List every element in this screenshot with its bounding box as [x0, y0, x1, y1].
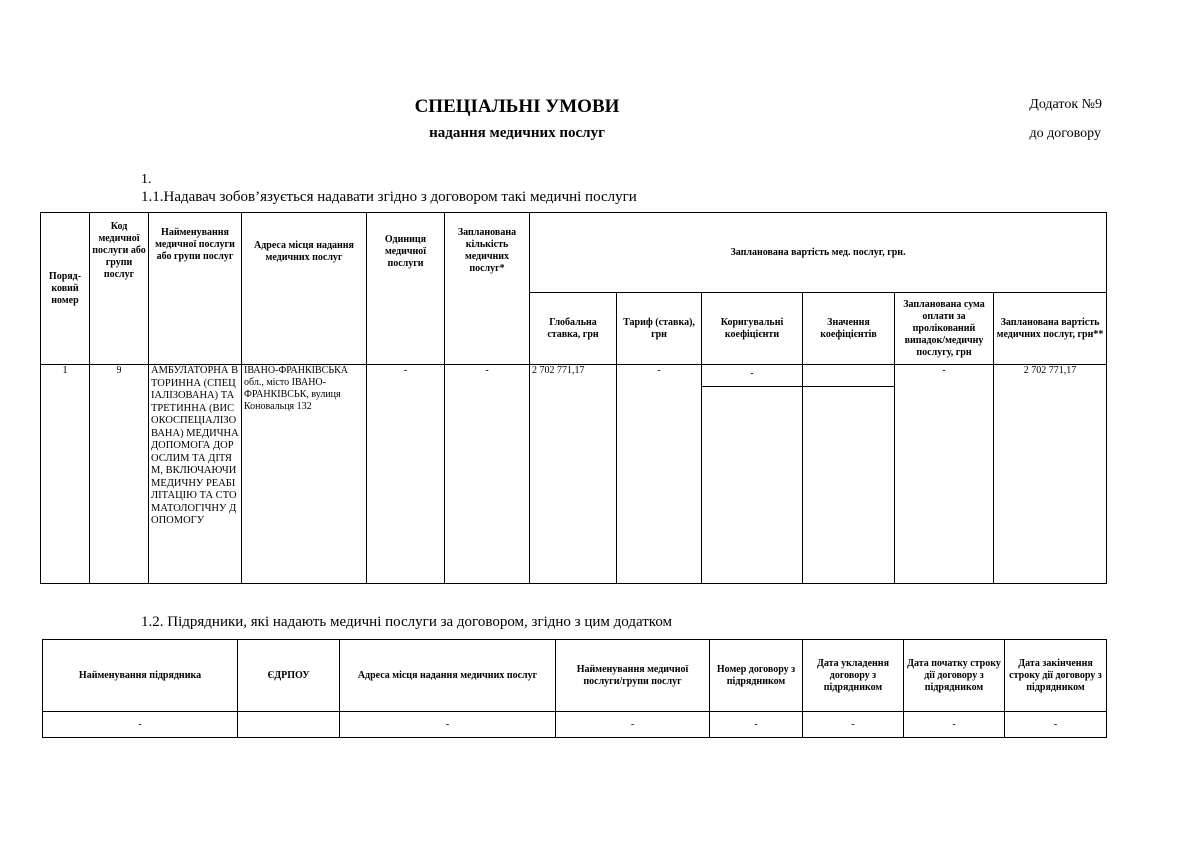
- header-name: Найменування медичної послуги або групи послуг: [149, 213, 242, 365]
- header-planned-qty: Запланована кількість медичних послуг*: [445, 213, 530, 365]
- header-code: Код медичної послуги або групи послуг: [90, 213, 149, 365]
- section-1-2-heading: 1.2. Підрядники, які надають медичні послуги за договором, згідно з цим додатком: [141, 614, 673, 630]
- header-service: Найменування медичної послуги/групи послуг: [556, 640, 710, 712]
- cell-edrpou: [238, 712, 340, 738]
- cell-coefficients: [702, 365, 803, 584]
- cell-address: ІВАНО-ФРАНКІВСЬКА обл., місто ІВАНО-ФРАНКІВСЬК, вулиця Коновальця 132: [242, 365, 367, 584]
- cell-contractor: -: [43, 712, 238, 738]
- contractors-table: [42, 639, 1107, 738]
- table-row: [43, 712, 1107, 738]
- cell-service-name: АМБУЛАТОРНА ВТОРИННА (СПЕЦІАЛІЗОВАНА) ТА ТРЕТИННА (ВИСОКОСПЕЦІАЛІЗОВАНА) МЕДИЧНА ДОПОМОГА ДОРОСЛИМ ТА ДІТЯМ, ВКЛЮЧАЮЧИ МЕДИЧНУ РЕАБІЛІТАЦІЮ ТА СТОМАТОЛОГІЧНУ ДОПОМОГУ: [149, 365, 242, 584]
- header-coefficients: Коригувальні коефіцієнти: [702, 293, 803, 365]
- section-number: 1.: [141, 172, 152, 187]
- section-1-1-heading: 1.1.Надавач зобов’язується надавати згідно з договором такі медичні послуги: [141, 189, 637, 205]
- cell-tariff: -: [617, 365, 702, 584]
- cell-end-date: -: [1005, 712, 1107, 738]
- cell-treated-sum: -: [895, 365, 994, 584]
- cell-planned-qty: -: [445, 365, 530, 584]
- header-contractor-address: Адреса місця надання медичних послуг: [340, 640, 556, 712]
- cell-global-rate: 2 702 771,17: [530, 365, 617, 584]
- header-planned-cost: Запланована вартість мед. послуг, грн.: [530, 213, 1107, 293]
- header-contract-no: Номер договору з підрядником: [710, 640, 803, 712]
- cell-order: 1: [41, 365, 90, 584]
- cell-service: -: [556, 712, 710, 738]
- cell-unit: -: [367, 365, 445, 584]
- header-coefficient-values: Значення коефіцієнтів: [803, 293, 895, 365]
- annex-label: Додаток №9: [1029, 97, 1102, 112]
- header-planned-value: Запланована вартість медичних послуг, грн**: [994, 293, 1107, 365]
- coefficient-value: -: [702, 365, 802, 387]
- header-order: Поряд-ковий номер: [41, 213, 90, 365]
- cell-code: 9: [90, 365, 149, 584]
- header-global-rate: Глобальна ставка, грн: [530, 293, 617, 365]
- services-table: [40, 212, 1107, 584]
- header-unit: Одиниця медичної послуги: [367, 213, 445, 365]
- document-subtitle: надання медичних послуг: [429, 125, 605, 141]
- contract-label: до договору: [1029, 126, 1101, 141]
- cell-planned-value: 2 702 771,17: [994, 365, 1107, 584]
- cell-contractor-address: -: [340, 712, 556, 738]
- cell-start-date: -: [904, 712, 1005, 738]
- header-end-date: Дата закінчення строку дії договору з підрядником: [1005, 640, 1107, 712]
- coefficient-values-value: [803, 365, 894, 387]
- header-address: Адреса місця надання медичних послуг: [242, 213, 367, 365]
- header-contractor: Найменування підрядника: [43, 640, 238, 712]
- cell-contract-date: -: [803, 712, 904, 738]
- header-start-date: Дата початку строку дії договору з підрядником: [904, 640, 1005, 712]
- table-row: [41, 365, 1107, 584]
- header-edrpou: ЄДРПОУ: [238, 640, 340, 712]
- header-contract-date: Дата укладення договору з підрядником: [803, 640, 904, 712]
- header-treated-sum: Запланована сума оплати за пролікований випадок/медичну послугу, грн: [895, 293, 994, 365]
- header-tariff: Тариф (ставка), грн: [617, 293, 702, 365]
- cell-contract-no: -: [710, 712, 803, 738]
- cell-coefficient-values: [803, 365, 895, 584]
- document-title: СПЕЦІАЛЬНІ УМОВИ: [414, 96, 620, 117]
